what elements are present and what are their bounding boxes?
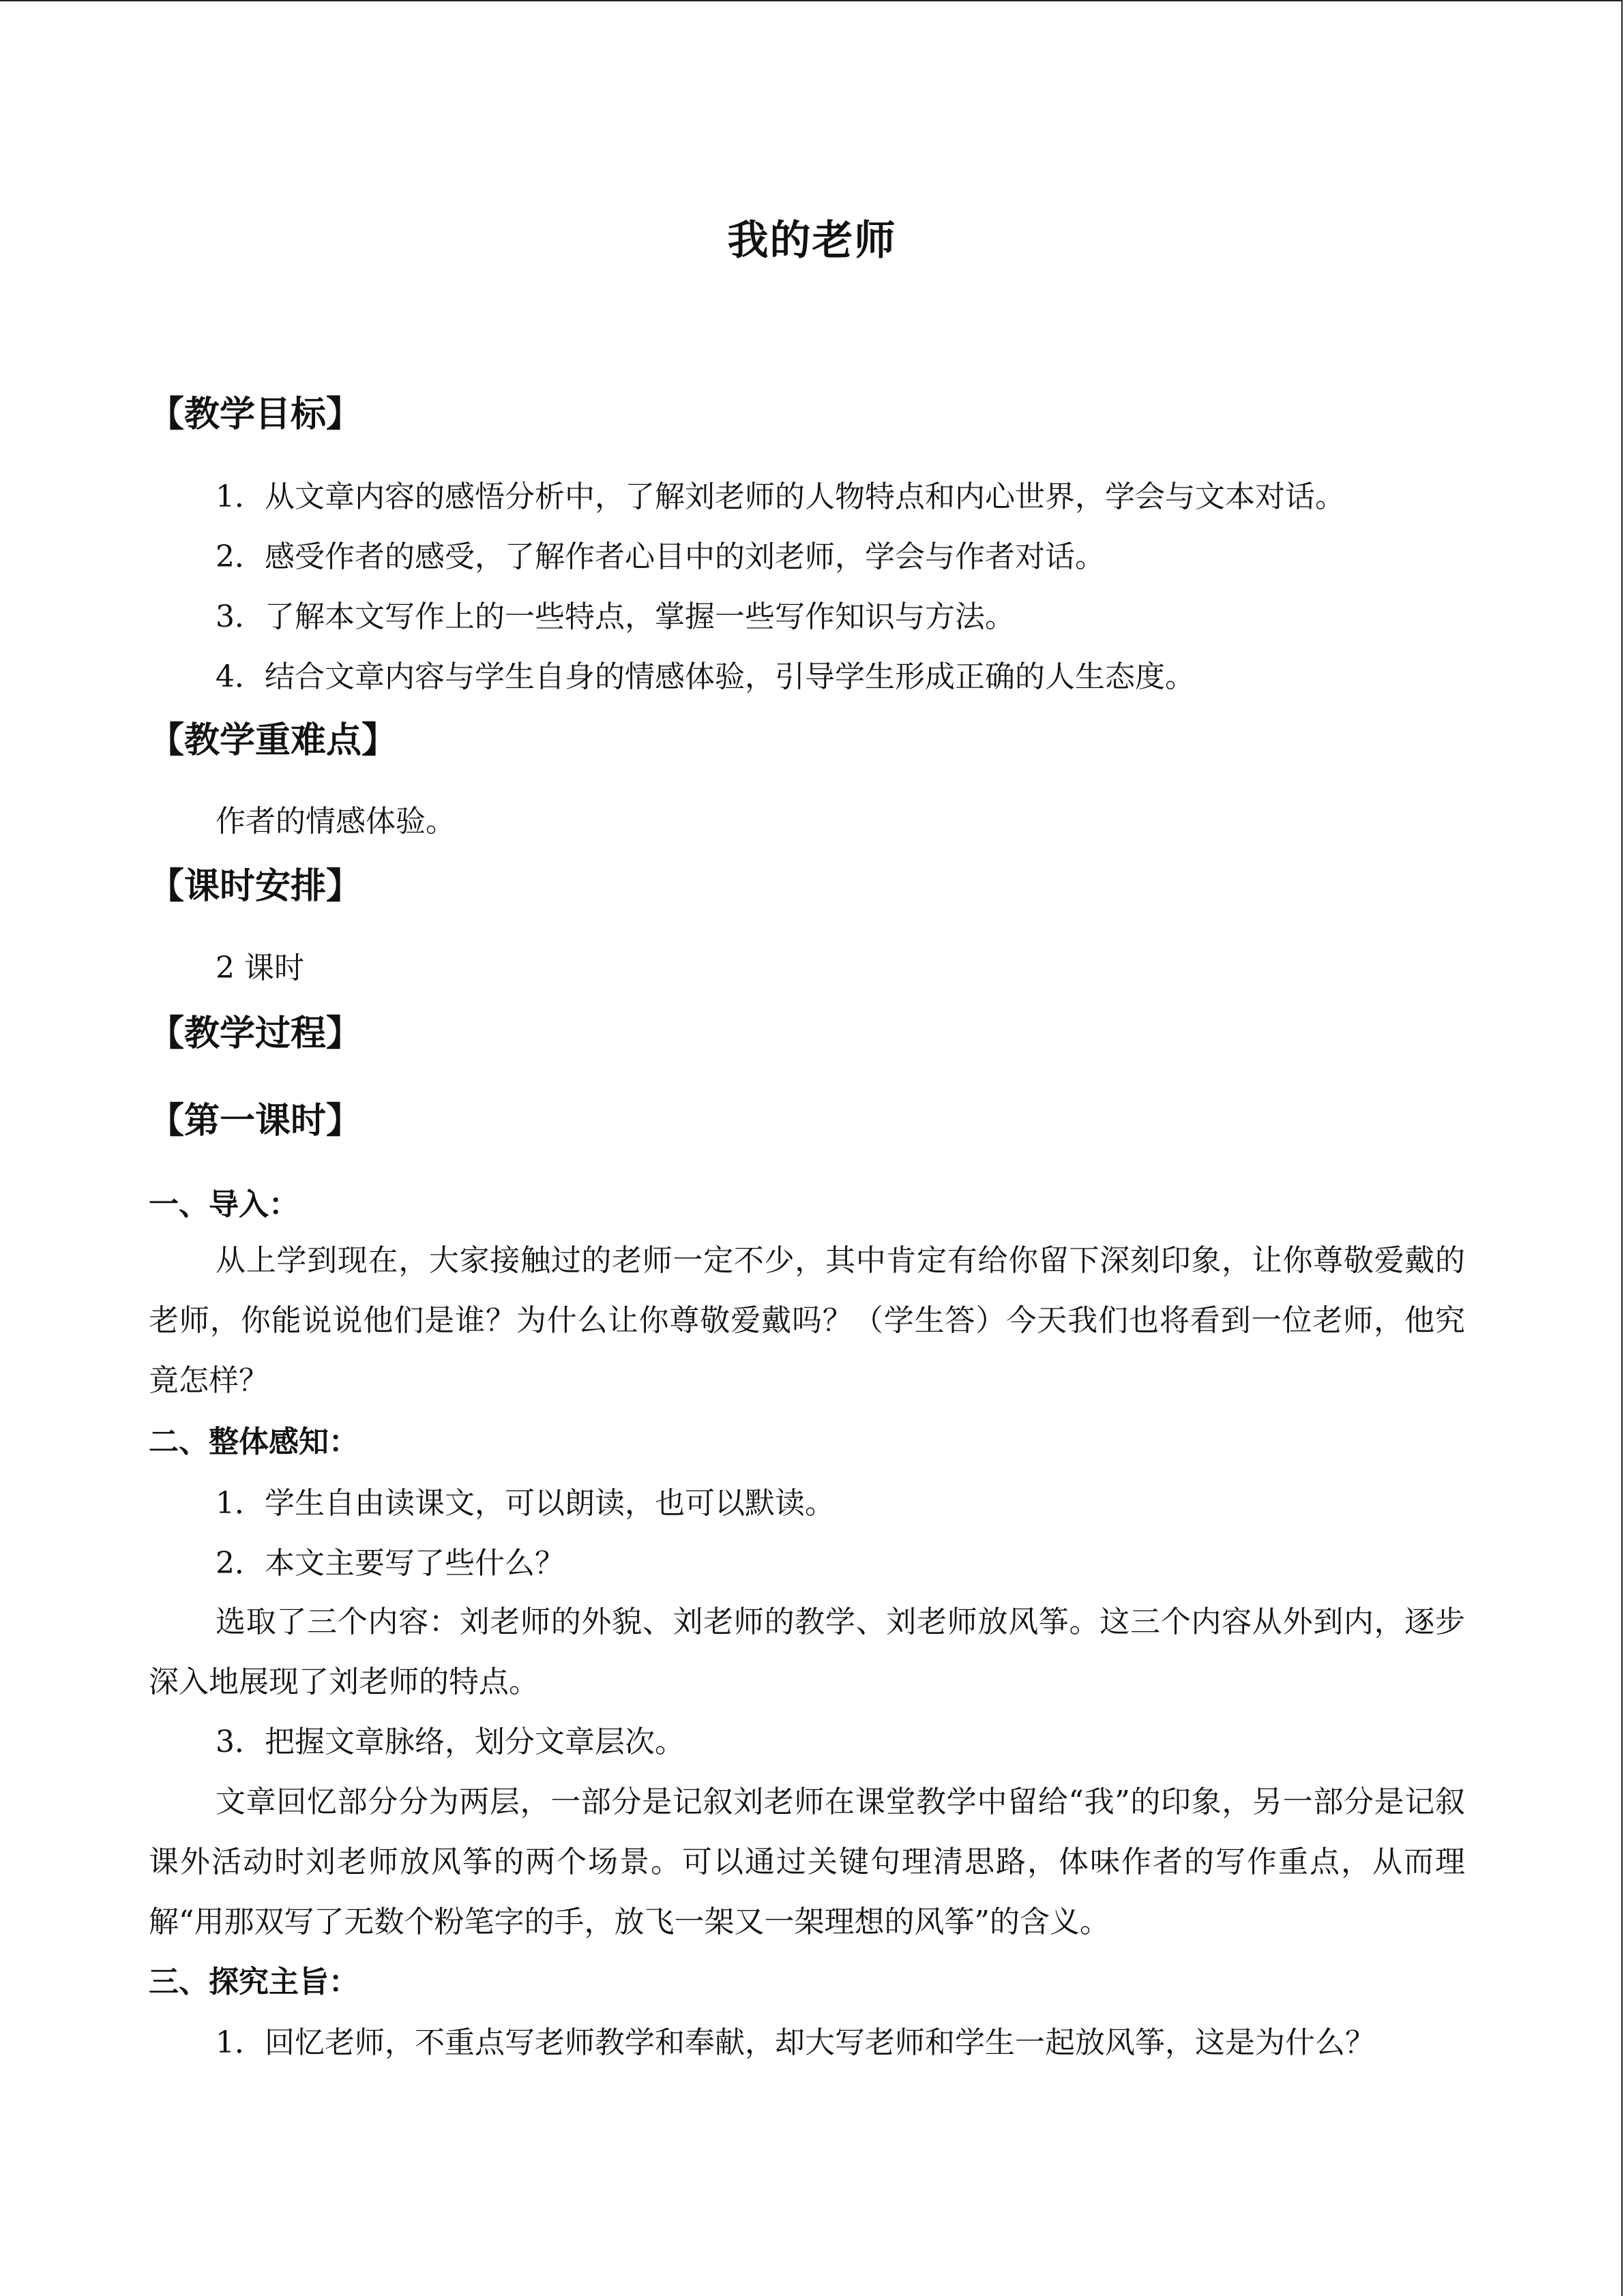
objective-item-4: 4．结合文章内容与学生自身的情感体验，引导学生形成正确的人生态度。 [216, 659, 1195, 694]
heading-schedule: 【课时安排】 [149, 866, 362, 907]
page-title: 我的老师 [727, 217, 897, 265]
subheading-overview: 二、整体感知： [149, 1425, 359, 1459]
overview-paragraph-2: 2．本文主要写了些什么？ [216, 1546, 565, 1581]
overview-paragraph-1: 1．学生自由读课文，可以朗读，也可以默读。 [216, 1486, 835, 1521]
objective-item-3: 3．了解本文写作上的一些特点，掌握一些写作知识与方法。 [216, 599, 1015, 634]
heading-lesson-1: 【第一课时】 [149, 1101, 362, 1142]
theme-paragraph-1: 1．回忆老师，不重点写老师教学和奉献，却大写老师和学生一起放风筝，这是为什么？ [216, 2025, 1375, 2060]
objective-item-1: 1．从文章内容的感悟分析中，了解刘老师的人物特点和内心世界，学会与文本对话。 [216, 479, 1345, 514]
overview-paragraph-4: 3．把握文章脉络，划分文章层次。 [216, 1725, 685, 1759]
subheading-theme: 三、探究主旨： [149, 1965, 359, 1999]
difficulties-text: 作者的情感体验。 [216, 804, 456, 839]
intro-paragraph: 从上学到现在，大家接触过的老师一定不少，其中肯定有给你留下深刻印象，让你尊敬爱戴的老师，你能说说他们是谁？为什么让你尊敬爱戴吗？（学生答）今天我们也将看到一位老师，他究竟怎样？ [149, 1243, 1465, 1398]
heading-objectives: 【教学目标】 [149, 394, 362, 435]
schedule-text: 2 课时 [216, 951, 304, 985]
overview-paragraph-3: 选取了三个内容：刘老师的外貌、刘老师的教学、刘老师放风筝。这三个内容从外到内，逐步深入地展现了刘老师的特点。 [149, 1605, 1465, 1699]
heading-difficulties: 【教学重难点】 [149, 720, 398, 761]
objective-item-2: 2．感受作者的感受，了解作者心目中的刘老师，学会与作者对话。 [216, 539, 1105, 574]
heading-process: 【教学过程】 [149, 1013, 362, 1054]
overview-paragraph-5: 文章回忆部分分为两层，一部分是记叙刘老师在课堂教学中留给“我”的印象，另一部分是记叙课外活动时刘老师放风筝的两个场景。可以通过关键句理清思路，体味作者的写作重点，从而理解“用那双写了无数个粉笔字的手，放飞一架又一架理想的风筝”的含义。 [149, 1785, 1465, 1939]
subheading-intro: 一、导入： [149, 1187, 299, 1222]
